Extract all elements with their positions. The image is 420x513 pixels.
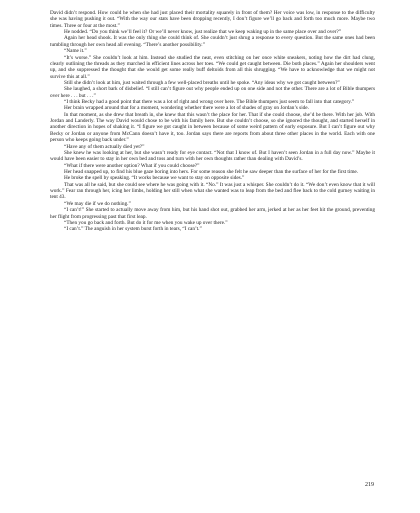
- paragraph: “We may die if we do nothing.”: [64, 200, 131, 207]
- paragraph: She knew he was looking at her, but she wasn’t ready for eye contact. “Not that I know of. But I haven’t seen Jordan in a full day now.” Maybe it would have been easier to stay in her own bed and toss and turn with her own thoughts rather than dealing with David’s.: [50, 149, 375, 163]
- paragraph: “Name it.”: [64, 48, 87, 55]
- paragraph: “What if there were another option? What if you could choose?”: [64, 162, 200, 169]
- paragraph: He nodded. “Do you think we’ll feel it? Or we’ll never know, just realize that we keep waking up in the same place over and over?”: [64, 29, 342, 36]
- page-number: 219: [365, 482, 374, 488]
- paragraph: Still she didn’t look at him, just waited through a few well-placed breaths until he spoke. “Any ideas why we got caught between?”: [64, 79, 340, 86]
- paragraph: “I can’t.” The anguish in her system burst forth in tears, “I can’t.”: [64, 226, 202, 233]
- paragraph: “I can’t!” She started to actually move away from him, but his hand shot out, grabbed her arm, jerked at her as her feet hit the ground, preventing her flight from progressing past that first leap.: [50, 207, 375, 220]
- paragraph: “Then you go back and forth. But do it for me when you wake up over there.”: [64, 219, 228, 226]
- paragraph: That was all he said, but she could see where he was going with it. “No.” It was just a whisper. She couldn’t do it. “We don’t even know that it will work.” Fear ran through her, icing her limbs, holding her still when what she wanted was to leap from the bed and flee back to the cold gurney waiting in tent 43.: [50, 181, 375, 201]
- paragraph: She laughed, a short bark of disbelief. “I still can’t figure out why people ended up on one side and not the other. There are a lot of Bible thumpers over here . . . but . . .”: [50, 86, 375, 99]
- paragraph: “I think Becky had a good point that there was a lot of right and wrong over here. The Bible thumpers just seem to fall into that category.”: [64, 99, 355, 106]
- paragraph: “Have any of them actually died yet?”: [64, 143, 145, 150]
- body-text: [50, 10, 375, 233]
- paragraph: Again her head shook. It was the only thing she could think of. She couldn’t just shrug a response to every question. But the same ones had been tumbling through her own head all evening. “There’s another possibility.”: [50, 35, 375, 48]
- paragraph: Her brain wrapped around that for a moment, wondering whether there were a lot of shades of gray on Jordan’s side.: [64, 105, 309, 112]
- paragraph: Her head snapped up, to find his blue gaze boring into hers. For some reason she felt he saw deeper than the surface of her for the first time.: [64, 168, 359, 175]
- paragraph: In that moment, as she drew that breath in, she knew that this wasn’t the place for her. That if she could choose, she’d be there. With her job. With Jordan and Landerly. The way David would chose to be with his family here. But she couldn’t choose, so she ignored the thought, and started herself in another direction in hopes of shaking it. “I figure we got caught in between because of some weird pattern of early exposure. But I can’t figure out why Becky or Jordan or anyone from McCann doesn’t have it, too. Jordan says there are reports from about three other places in the world. Each with one person who keeps going back under.”: [50, 111, 375, 144]
- paragraph: “It’s worse.” She couldn’t look at him. Instead she studied the neat, even stitching on her once white sneakers, noting how the dirt had clung, clearly outlining the threads as they marched in efficient lines across her toes. “We could get caught between. Die both places.” Again her shoulders went up, and she suppressed the thought that she would get some really buff deltoids from all this shrugging. “We have to acknowledge that we might not survive this at all.”: [50, 54, 375, 80]
- paragraph: David didn’t respond. How could he when she had just placed their mortality squarely in front of them? Her voice was low, in response to the difficulty she was having pushing it out. “With the way our stats have been dropping recently, I don’t figure we’ll go back and forth too much more. Maybe two times. Three or four at the most.”: [50, 10, 375, 29]
- paragraph: He broke the spell by speaking. “It works because we want to stay on opposite sides.”: [64, 175, 245, 182]
